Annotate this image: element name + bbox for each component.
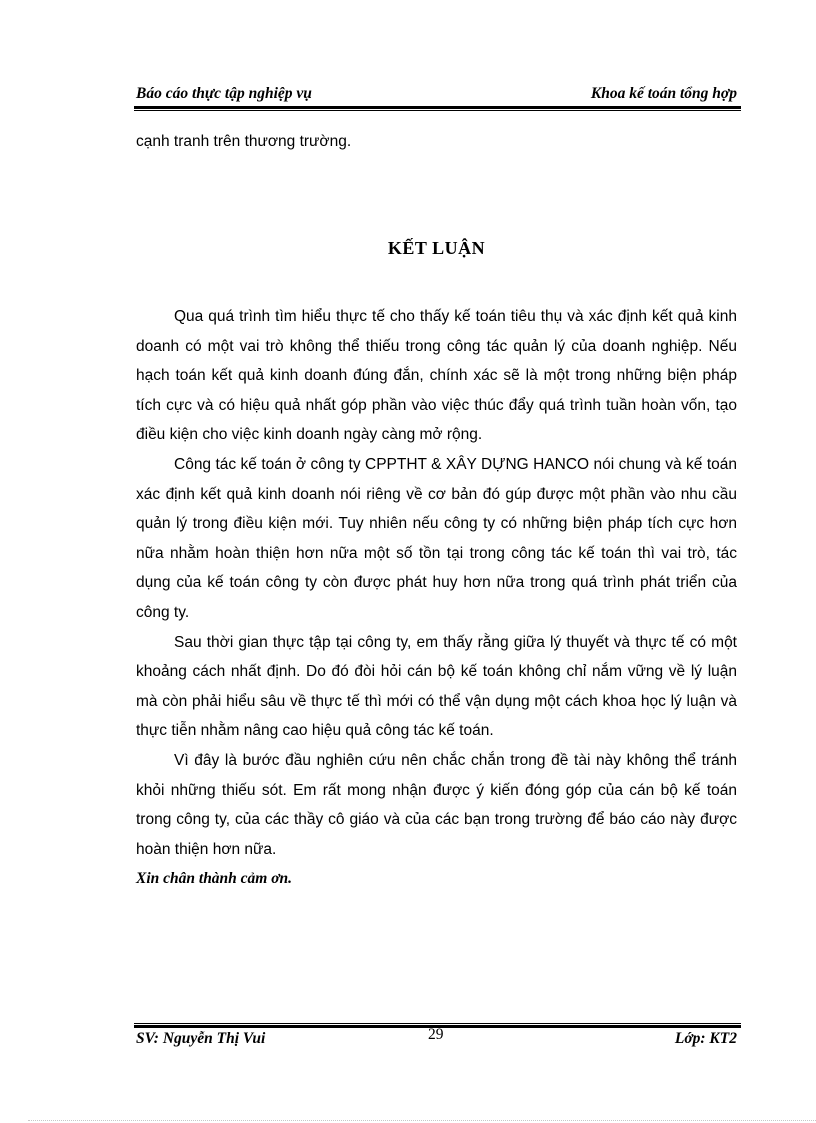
header-report-title: Báo cáo thực tập nghiệp vụ [136, 85, 312, 102]
footer-class: Lớp: KT2 [674, 1030, 737, 1047]
paragraph-3: Sau thời gian thực tập tại công ty, em thấy rằng giữa lý thuyết và thực tế có một khoảng cách nhất định. Do đó đòi hỏi cán bộ kế toán không chỉ nắm vững về lý luận mà còn phải hiểu sâu về thực tế thì mới có thể vận dụng một cách khoa học lý luận và thực tiễn nhằm nâng cao hiệu quả công tác kế toán. [136, 633, 737, 740]
closing-line: Xin chân thành cảm ơn. [136, 870, 293, 888]
footer-student: SV: Nguyễn Thị Vui [136, 1030, 266, 1047]
header-rule-thick [134, 106, 741, 109]
page-bottom-edge [28, 1120, 816, 1121]
paragraph-4: Vì đây là bước đầu nghiên cứu nên chắc chắn trong đề tài này không thể tránh khỏi những thiếu sót. Em rất mong nhận được ý kiến đóng góp của cán bộ kế toán trong công ty, của các thầy cô giáo và của các bạn trong trường để báo cáo này được hoàn thiện hơn nữa. [136, 751, 737, 858]
page-footer [136, 1028, 741, 1054]
page-header [136, 81, 741, 107]
paragraph-1: Qua quá trình tìm hiểu thực tế cho thấy kế toán tiêu thụ và xác định kết quả kinh doanh có một vai trò không thể thiếu trong công tác quản lý của doanh nghiệp. Nếu hạch toán kết quả kinh doanh đúng đắn, chính xác sẽ là một trong những biện pháp tích cực và có hiệu quả nhất góp phần vào việc thúc đẩy quá trình tuần hoàn vốn, tạo điều kiện cho việc kinh doanh ngày càng mở rộng. [136, 308, 737, 444]
page-number: 29 [428, 1026, 444, 1043]
continued-text: cạnh tranh trên thương trường. [136, 133, 352, 150]
paragraph-2: Công tác kế toán ở công ty CPPTHT & XÂY DỰNG HANCO nói chung và kế toán xác định kết quả kinh doanh nói riêng về cơ bản đó gúp được một phần vào nhu cầu quản lý trong điều kiện mới. Tuy nhiên nếu công ty có những biện pháp tích cực hơn nữa nhằm hoàn thiện hơn nữa một số tồn tại trong công tác kế toán thì vai trò, tác dụng của kế toán công ty còn được phát huy hơn nữa trong quá trình phát triển của công ty. [136, 455, 737, 621]
conclusion-body [136, 302, 737, 894]
footer-rule-thin [134, 1023, 741, 1024]
header-department: Khoa kế toán tổng hợp [590, 85, 737, 102]
header-rule-thin [134, 110, 741, 111]
section-title: KẾT LUẬN [387, 238, 486, 258]
